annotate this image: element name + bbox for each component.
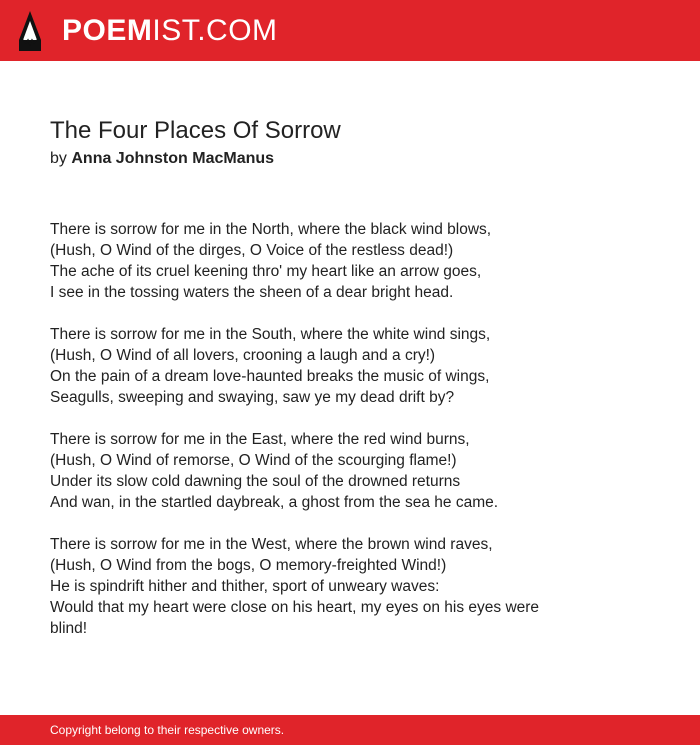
poem-line: The ache of its cruel keening thro' my heart like an arrow goes, [50, 263, 482, 280]
poem-body [50, 219, 660, 639]
stanza [50, 219, 660, 303]
poem-line: There is sorrow for me in the South, where the white wind sings, [50, 326, 491, 343]
poem-line: (Hush, O Wind of the dirges, O Voice of the restless dead!) [50, 242, 454, 259]
site-header [0, 0, 700, 61]
poem-line: And wan, in the startled daybreak, a ghost from the sea he came. [50, 494, 499, 511]
brand-bold: POEM [62, 13, 153, 47]
poem-line: There is sorrow for me in the East, where the red wind burns, [50, 431, 470, 448]
site-logo[interactable] [62, 14, 278, 48]
stanza [50, 429, 660, 513]
poem-line: I see in the tossing waters the sheen of a dear bright head. [50, 284, 454, 301]
poem-line: Seagulls, sweeping and swaying, saw ye my dead drift by? [50, 389, 455, 406]
poem-title: The Four Places Of Sorrow [50, 117, 341, 144]
pen-nib-icon[interactable] [18, 10, 42, 52]
poem-line: He is spindrift hither and thither, sport of unweary waves: [50, 578, 440, 595]
poem-line: Would that my heart were close on his heart, my eyes on his eyes were blind! [50, 599, 540, 637]
site-footer [0, 715, 700, 745]
brand-light: IST.COM [152, 13, 278, 47]
stanza [50, 534, 660, 639]
copyright-text: Copyright belong to their respective owners. [50, 723, 285, 737]
poem-line: Under its slow cold dawning the soul of the drowned returns [50, 473, 461, 490]
poem-content [50, 114, 660, 660]
by-label: by [50, 150, 67, 167]
poem-line: (Hush, O Wind from the bogs, O memory-freighted Wind!) [50, 557, 447, 574]
poem-line: On the pain of a dream love-haunted breaks the music of wings, [50, 368, 490, 385]
poem-line: (Hush, O Wind of remorse, O Wind of the scourging flame!) [50, 452, 457, 469]
poem-line: There is sorrow for me in the West, where the brown wind raves, [50, 536, 493, 553]
author-name: Anna Johnston MacManus [71, 150, 275, 167]
poem-line: There is sorrow for me in the North, where the black wind blows, [50, 221, 492, 238]
byline [50, 148, 660, 170]
stanza [50, 324, 660, 408]
poem-line: (Hush, O Wind of all lovers, crooning a laugh and a cry!) [50, 347, 436, 364]
